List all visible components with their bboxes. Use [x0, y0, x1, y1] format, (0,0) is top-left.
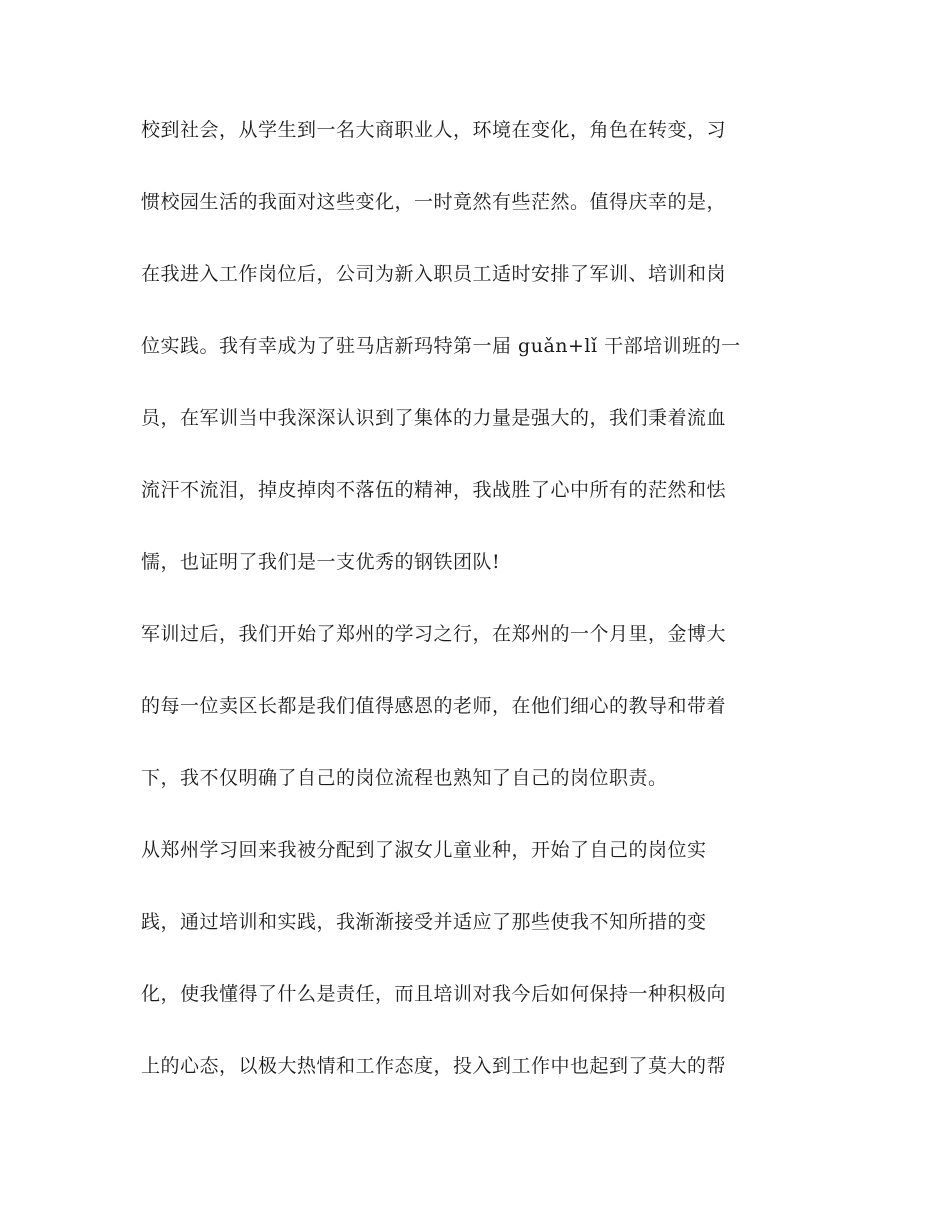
text-line: 在我进入工作岗位后，公司为新入职员工适时安排了军训、培训和岗 [141, 263, 727, 285]
document-body [141, 118, 801, 1126]
text-line: 践，通过培训和实践，我渐渐接受并适应了那些使我不知所措的变 [141, 911, 707, 933]
text-line: 员，在军训当中我深深认识到了集体的力量是强大的，我们秉着流血 [141, 407, 727, 429]
text-line: 化，使我懂得了什么是责任，而且培训对我今后如何保持一种积极向 [141, 983, 727, 1005]
text-line: 下，我不仅明确了自己的岗位流程也熟知了自己的岗位职责。 [141, 767, 668, 789]
text-line: 的每一位卖区长都是我们值得感恩的老师，在他们细心的教导和带着 [141, 695, 727, 717]
text-line: 上的心态，以极大热情和工作态度，投入到工作中也起到了莫大的帮 [141, 1055, 727, 1077]
text-line: 懦，也证明了我们是一支优秀的钢铁团队! [141, 551, 501, 573]
paragraph-start-line: 军训过后，我们开始了郑州的学习之行，在郑州的一个月里，金博大 [141, 623, 727, 645]
text-line: 惯校园生活的我面对这些变化，一时竟然有些茫然。值得庆幸的是， [141, 191, 727, 213]
paragraph-start-line: 从郑州学习回来我被分配到了淑女儿童业种，开始了自己的岗位实 [141, 839, 707, 861]
text-line: 位实践。我有幸成为了驻马店新玛特第一届 guǎn+lǐ 干部培训班的一 [141, 335, 741, 357]
text-line: 流汗不流泪，掉皮掉肉不落伍的精神，我战胜了心中所有的茫然和怯 [141, 479, 727, 501]
text-line: 校到社会，从学生到一名大商职业人，环境在变化，角色在转变，习 [141, 119, 727, 141]
